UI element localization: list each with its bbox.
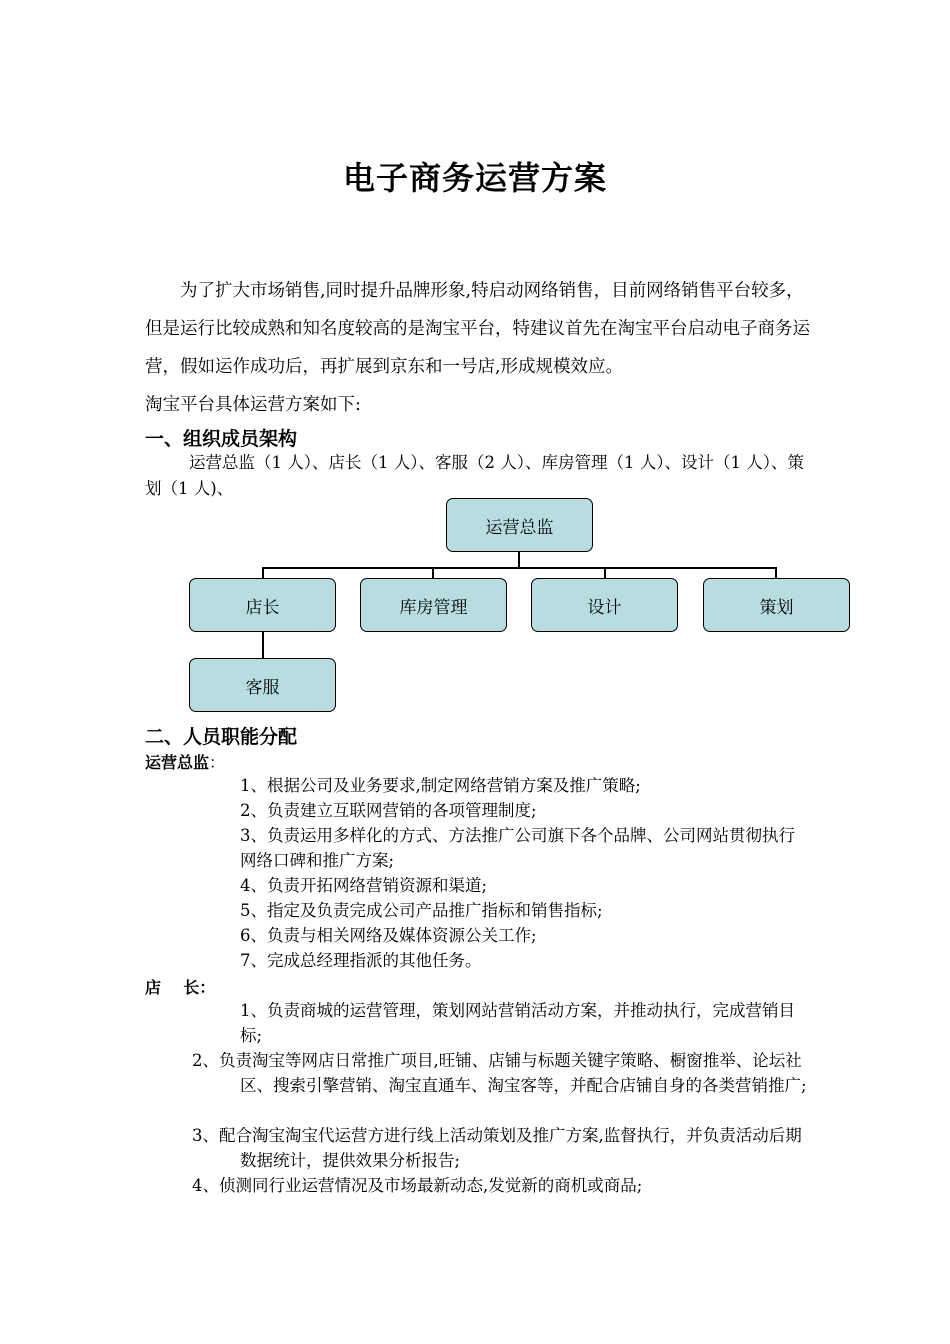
manager-duty-3: 3、配合淘宝淘宝代运营方进行线上活动策划及推广方案,监督执行，并负责活动后期数据统计，提供效果分析报告;	[192, 1126, 802, 1170]
page-title: 电子商务运营方案	[342, 159, 607, 197]
director-duty-6: 6、负责与相关网络及媒体资源公关工作;	[240, 926, 537, 945]
connector-to-service	[262, 631, 264, 659]
director-duty-3: 3、负责运用多样化的方式、方法推广公司旗下各个品牌、公司网站贯彻执行网络口碑和推广方案;	[240, 826, 795, 870]
org-node-design: 设计	[531, 578, 678, 632]
org-node-director: 运营总监	[446, 498, 593, 552]
manager-duty-4: 4、侦测同行业运营情况及市场最新动态,发觉新的商机或商品;	[192, 1176, 643, 1195]
intro-lead: 淘宝平台具体运营方案如下:	[145, 395, 361, 415]
director-duty-1: 1、根据公司及业务要求,制定网络营销方案及推广策略;	[240, 776, 641, 795]
connector-root-down	[518, 551, 520, 568]
org-node-manager: 店长	[189, 578, 336, 632]
intro-section	[145, 272, 810, 424]
org-node-planning: 策划	[703, 578, 850, 632]
director-duty-5: 5、指定及负责完成公司产品推广指标和销售指标;	[240, 901, 603, 920]
director-label-text: 运营总监	[145, 753, 210, 772]
intro-paragraph: 为了扩大市场销售,同时提升品牌形象,特启动网络销售，目前网络销售平台较多，但是运行比较成熟和知名度较高的是淘宝平台，特建议首先在淘宝平台启动电子商务运营，假如运作成功后，再扩展到京东和一号店,形成规模效应。	[145, 281, 810, 377]
section2-heading: 二、人员职能分配	[145, 726, 298, 748]
manager-label: 店 长：	[145, 978, 216, 997]
director-duty-4: 4、负责开拓网络营销资源和渠道;	[240, 876, 488, 895]
director-duty-2: 2、负责建立互联网营销的各项管理制度;	[240, 801, 537, 820]
org-node-warehouse: 库房管理	[360, 578, 507, 632]
manager-duty-1: 1、负责商城的运营管理，策划网站营销活动方案，并推动执行，完成营销目标;	[240, 1001, 795, 1045]
director-label	[145, 750, 225, 773]
org-node-service: 客服	[189, 658, 336, 712]
section1-heading: 一、组织成员架构	[145, 428, 298, 450]
director-duty-7: 7、完成总经理指派的其他任务。	[240, 951, 482, 970]
members-list: 运营总监（1 人）、店长（1 人）、客服（2 人）、库房管理（1 人）、设计（1 人）、策划（1 人)、	[145, 453, 804, 498]
director-label-suffix: ：	[209, 753, 226, 772]
manager-duty-2: 2、负责淘宝等网店日常推广项目,旺铺、店铺与标题关键字策略、橱窗推举、论坛社区、搜索引擎营销、淘宝直通车、淘宝客等，并配合店铺自身的各类营销推广;	[192, 1051, 807, 1095]
connector-horizontal	[262, 567, 777, 569]
